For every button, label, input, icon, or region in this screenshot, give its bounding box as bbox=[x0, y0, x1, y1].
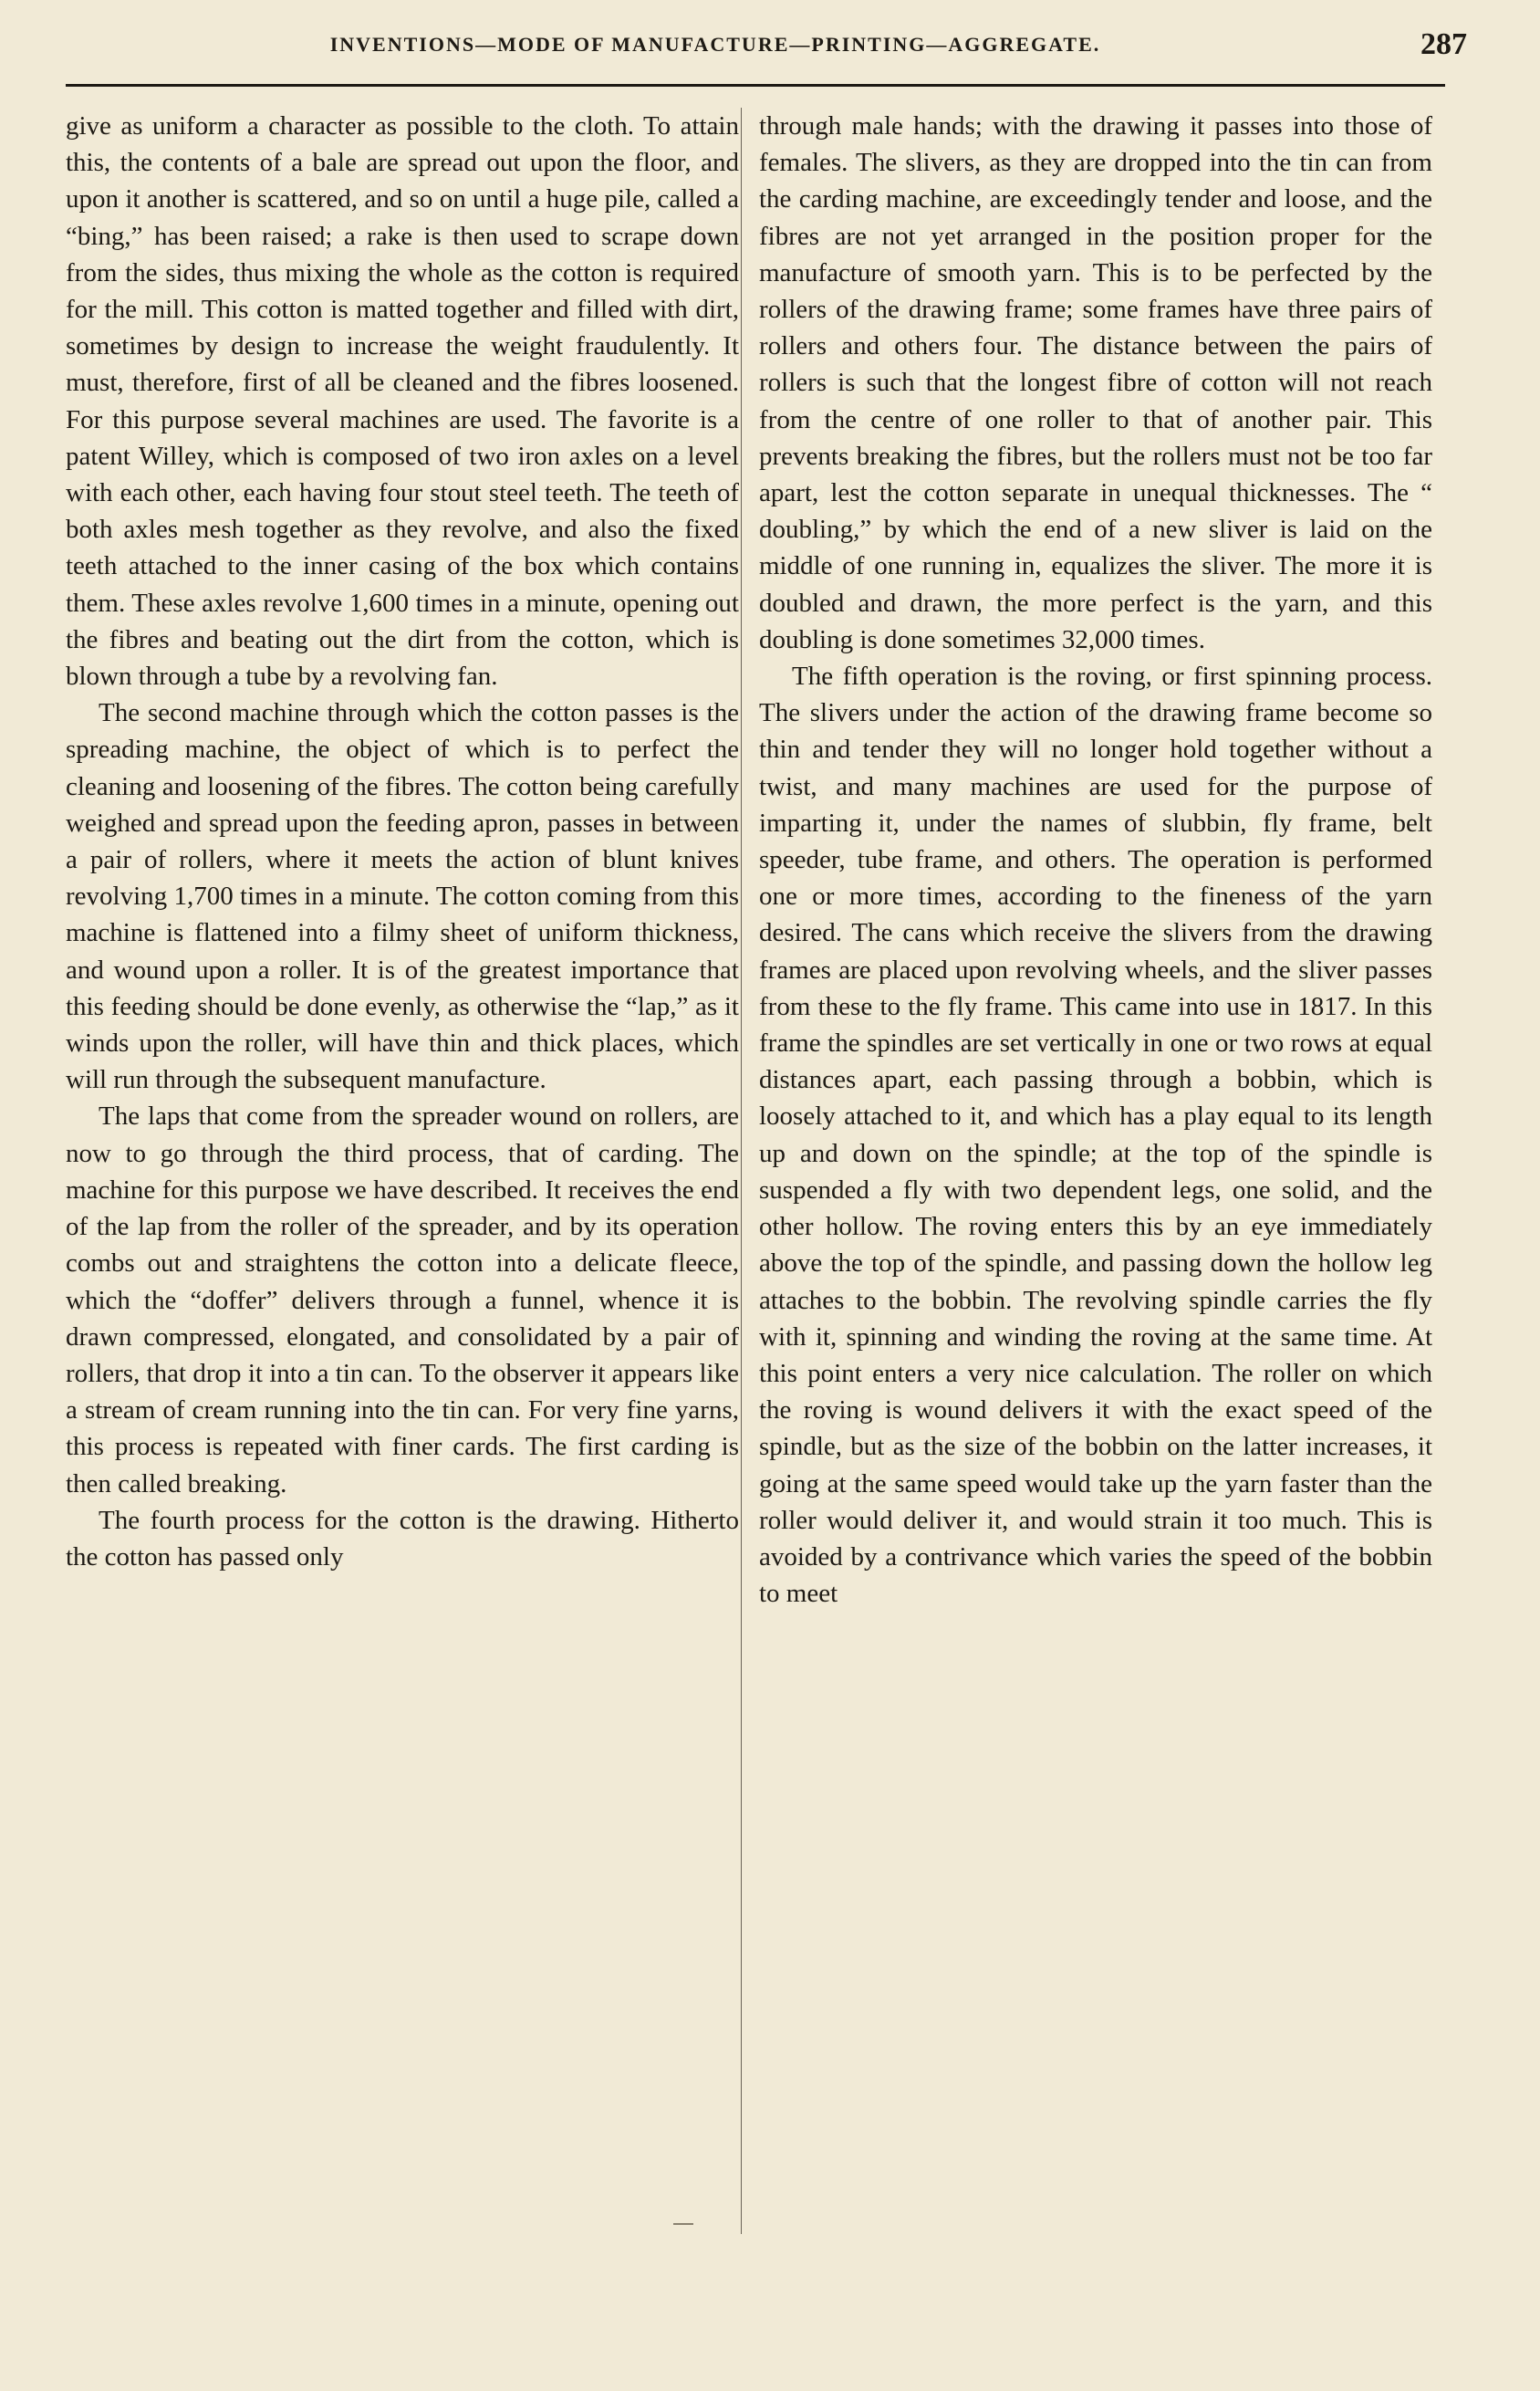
page-number: 287 bbox=[1420, 27, 1467, 61]
paragraph: The second machine through which the cotton passes is the spreading machine, the object of which is to perfect the cleaning and loosening of the fibres. The cotton being carefully weighed and spread upon the feeding apron, passes in between a pair of rollers, where it meets the action of blunt knives revolving 1,700 times in a minute. The cotton coming from this machine is flattened into a filmy sheet of uniform thickness, and wound upon a roller. It is of the greatest importance that this feeding should be done evenly, as otherwise the “lap,” as it winds upon the roller, will have thin and thick places, which will run through the subsequent manufacture. bbox=[66, 698, 739, 1095]
header-rule bbox=[66, 84, 1445, 87]
left-column bbox=[66, 108, 739, 2225]
running-head-title: INVENTIONS—MODE OF MANUFACTURE—PRINTING—AGGREGATE. bbox=[329, 33, 1101, 56]
paragraph: give as uniform a character as possible to the cloth. To attain this, the contents of a bale are spread out upon the floor, and upon it another is scattered, and so on until a huge pile, called a “bing,” has been raised; a rake is then used to scrape down from the sides, thus mixing the whole as the cotton is required for the mill. This cotton is matted together and filled with dirt, sometimes by design to increase the weight fraudulently. It must, therefore, first of all be cleaned and the fibres loosened. For this purpose several machines are used. The favorite is a patent Willey, which is composed of two iron axles on a level with each other, each having four stout steel teeth. The teeth of both axles mesh together as they revolve, and also the fixed teeth attached to the inner casing of the box which contains them. These axles revolve 1,600 times in a minute, opening out the fibres and beating out the dirt from the cotton, which is blown through a tube by a revolving fan. bbox=[66, 111, 739, 692]
running-head bbox=[66, 27, 1474, 69]
paragraph: The laps that come from the spreader wound on rollers, are now to go through the third process, that of carding. The machine for this purpose we have described. It receives the end of the lap from the roller of the spreader, and by its operation combs out and straightens the cotton into a delicate fleece, which the “doffer” delivers through a funnel, whence it is drawn compressed, elongated, and consolidated by a pair of rollers, that drop it into a tin can. To the observer it appears like a stream of cream running into the tin can. For very fine yarns, this process is repeated with finer cards. The first carding is then called breaking. bbox=[66, 1102, 739, 1498]
paragraph: The fifth operation is the roving, or first spinning process. The slivers under the action of the drawing frame become so thin and tender they will no longer hold together without a twist, and many machines are used for the purpose of imparting it, under the names of slubbin, fly frame, belt speeder, tube frame, and others. The operation is performed one or more times, according to the fineness of the yarn desired. The cans which receive the slivers from the drawing frames are placed upon revolving wheels, and the sliver passes from these to the fly frame. This came into use in 1817. In this frame the spindles are set vertically in one or two rows at equal distances apart, each passing through a bobbin, which is loosely attached to it, and which has a play equal to its length up and down on the spindle; at the top of the spindle is suspended a fly with two dependent legs, one solid, and the other hollow. The roving enters this by an eye immediately above the top of the spindle, and passing down the hollow leg attaches to the bobbin. The revolving spindle carries the fly with it, spinning and winding the roving at the same time. At this point enters a very nice calculation. The roller on which the roving is wound delivers it with the exact speed of the spindle, but as the size of the bobbin on the latter increases, it going at the same speed would take up the yarn faster than the roller would deliver it, and would strain it too much. This is avoided by a contrivance which varies the speed of the bobbin to meet bbox=[759, 662, 1432, 1609]
right-column bbox=[759, 108, 1432, 2225]
column-divider bbox=[741, 108, 742, 2234]
paragraph: through male hands; with the drawing it passes into those of females. The slivers, as they are dropped into the tin can from the carding machine, are exceedingly tender and loose, and the fibres are not yet arranged in the position proper for the manufacture of smooth yarn. This is to be perfected by the rollers of the drawing frame; some frames have three pairs of rollers and others four. The distance between the pairs of rollers is such that the longest fibre of cotton will not reach from the centre of one roller to that of another pair. This prevents breaking the fibres, but the rollers must not be too far apart, lest the cotton separate in unequal thicknesses. The “ doubling,” by which the end of a new sliver is laid on the middle of one running in, equalizes the sliver. The more it is doubled and drawn, the more perfect is the yarn, and this doubling is done sometimes 32,000 times. bbox=[759, 111, 1432, 654]
paragraph: The fourth process for the cotton is the drawing. Hitherto the cotton has passed only bbox=[66, 1505, 739, 1571]
footer-mark bbox=[673, 2223, 693, 2225]
